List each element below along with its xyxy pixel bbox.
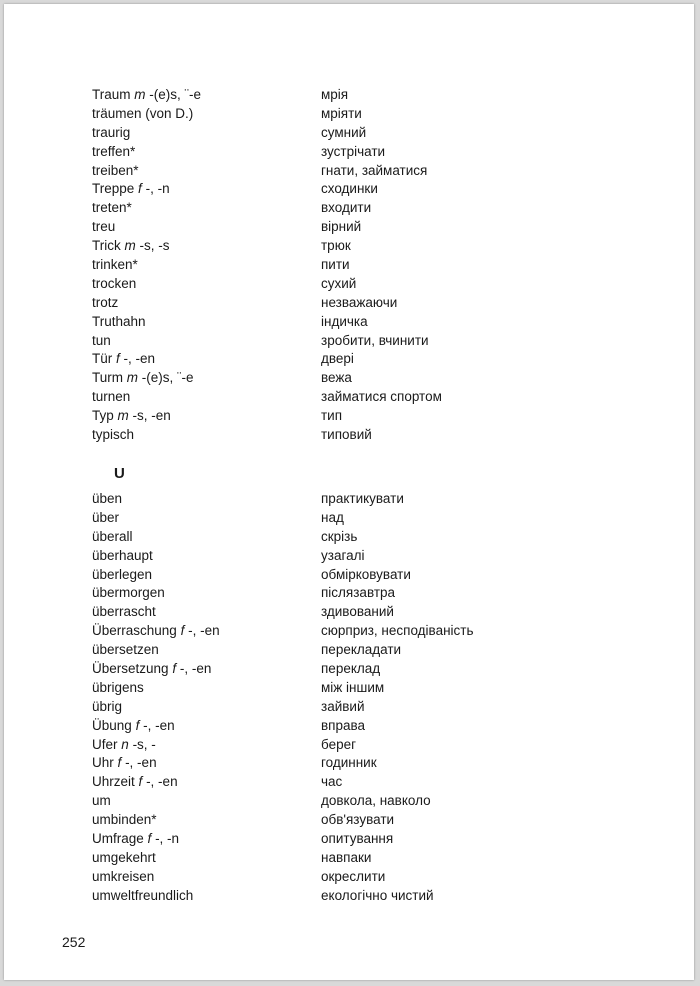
german-word: treiben*: [92, 162, 139, 178]
list-item: [92, 426, 632, 445]
section-t-entries: [92, 86, 632, 445]
list-item: [92, 180, 632, 199]
ukrainian-translation: незважаючи: [321, 294, 398, 310]
dictionary-page: [4, 4, 694, 980]
ukrainian-translation: сюрприз, несподіваність: [321, 623, 474, 639]
list-item: [92, 350, 632, 369]
list-item: [92, 641, 632, 660]
list-item: [92, 792, 632, 811]
german-word: Uhr f -, -en: [92, 755, 157, 771]
german-word: Umfrage f -, -n: [92, 831, 180, 847]
german-word: treten*: [92, 200, 132, 216]
german-word: Typ m -s, -en: [92, 408, 171, 424]
ukrainian-translation: сумний: [321, 124, 367, 140]
german-word: überall: [92, 528, 133, 544]
german-word: Übung f -, -en: [92, 717, 175, 733]
list-item: [92, 584, 632, 603]
list-item: [92, 547, 632, 566]
ukrainian-translation: екологічно чистий: [321, 887, 434, 903]
ukrainian-translation: практикувати: [321, 491, 404, 506]
ukrainian-translation: зустрічати: [321, 143, 386, 159]
ukrainian-translation: узагалі: [321, 547, 365, 563]
german-word: überrascht: [92, 604, 156, 620]
list-item: [92, 622, 632, 641]
german-word: träumen (von D.): [92, 105, 194, 121]
list-item: [92, 509, 632, 528]
ukrainian-translation: мрія: [321, 87, 349, 102]
german-word: trocken: [92, 275, 137, 291]
german-word: Treppe f -, -n: [92, 181, 170, 197]
list-item: [92, 313, 632, 332]
ukrainian-translation: індичка: [321, 313, 368, 329]
list-item: [92, 143, 632, 162]
german-word: trinken*: [92, 257, 138, 273]
german-word: um: [92, 793, 111, 809]
ukrainian-translation: годинник: [321, 755, 377, 771]
list-item: [92, 369, 632, 388]
ukrainian-translation: навпаки: [321, 849, 372, 865]
list-item: [92, 256, 632, 275]
german-word: umgekehrt: [92, 849, 156, 865]
german-word: Ufer n -s, -: [92, 736, 156, 752]
ukrainian-translation: сухий: [321, 275, 357, 291]
list-item: [92, 332, 632, 351]
ukrainian-translation: трюк: [321, 238, 351, 254]
german-word: tun: [92, 332, 111, 348]
ukrainian-translation: обв'язувати: [321, 812, 395, 828]
list-item: [92, 490, 632, 509]
ukrainian-translation: гнати, займатися: [321, 162, 428, 178]
ukrainian-translation: післязавтра: [321, 585, 396, 601]
ukrainian-translation: довкола, навколо: [321, 793, 431, 809]
ukrainian-translation: час: [321, 774, 343, 790]
list-item: [92, 388, 632, 407]
german-word: umweltfreundlich: [92, 887, 194, 903]
ukrainian-translation: пити: [321, 257, 350, 273]
list-item: [92, 105, 632, 124]
german-word: über: [92, 509, 120, 525]
list-item: [92, 528, 632, 547]
list-item: [92, 407, 632, 426]
page-number: 252: [62, 934, 86, 950]
ukrainian-translation: вежа: [321, 370, 352, 386]
german-word: Uhrzeit f -, -en: [92, 774, 178, 790]
german-word: Überraschung f -, -en: [92, 623, 220, 639]
ukrainian-translation: опитування: [321, 831, 394, 847]
ukrainian-translation: вірний: [321, 219, 362, 235]
list-item: [92, 679, 632, 698]
german-word: übersetzen: [92, 642, 159, 658]
ukrainian-translation: займатися спортом: [321, 389, 442, 405]
list-item: [92, 849, 632, 868]
list-item: [92, 275, 632, 294]
german-word: übermorgen: [92, 585, 165, 601]
german-word: überhaupt: [92, 547, 153, 563]
list-item: [92, 124, 632, 143]
ukrainian-translation: перекладати: [321, 642, 402, 658]
german-word: Turm m -(e)s, ¨-e: [92, 370, 194, 386]
list-item: [92, 868, 632, 887]
list-item: [92, 218, 632, 237]
ukrainian-translation: окреслити: [321, 868, 386, 884]
german-word: trotz: [92, 294, 119, 310]
ukrainian-translation: берег: [321, 736, 357, 752]
german-word: umkreisen: [92, 868, 155, 884]
ukrainian-translation: мріяти: [321, 105, 362, 121]
german-word: überlegen: [92, 566, 153, 582]
ukrainian-translation: скрізь: [321, 528, 358, 544]
list-item: [92, 754, 632, 773]
section-u-entries: [92, 490, 632, 906]
list-item: [92, 811, 632, 830]
german-word: umbinden*: [92, 812, 157, 828]
ukrainian-translation: зайвий: [321, 698, 365, 714]
list-item: [92, 566, 632, 585]
ukrainian-translation: між іншим: [321, 679, 385, 695]
ukrainian-translation: зробити, вчинити: [321, 332, 429, 348]
list-item: [92, 736, 632, 755]
section-heading-u: U: [114, 465, 125, 482]
german-word: treu: [92, 219, 116, 235]
ukrainian-translation: входити: [321, 200, 372, 216]
ukrainian-translation: тип: [321, 408, 343, 424]
ukrainian-translation: сходинки: [321, 181, 378, 197]
ukrainian-translation: над: [321, 509, 344, 525]
list-item: [92, 773, 632, 792]
german-word: traurig: [92, 124, 131, 140]
german-word: typisch: [92, 427, 135, 443]
list-item: [92, 199, 632, 218]
list-item: [92, 162, 632, 181]
list-item: [92, 660, 632, 679]
german-word: Übersetzung f -, -en: [92, 661, 212, 677]
german-word: turnen: [92, 389, 131, 405]
german-word: Traum m -(e)s, ¨-e: [92, 87, 202, 102]
list-item: [92, 887, 632, 906]
list-item: [92, 237, 632, 256]
ukrainian-translation: вправа: [321, 717, 366, 733]
german-word: Tür f -, -en: [92, 351, 156, 367]
list-item: [92, 698, 632, 717]
ukrainian-translation: обмірковувати: [321, 566, 411, 582]
list-item: [92, 294, 632, 313]
list-item: [92, 717, 632, 736]
ukrainian-translation: двері: [321, 351, 354, 367]
list-item: [92, 830, 632, 849]
ukrainian-translation: здивований: [321, 604, 394, 620]
german-word: Truthahn: [92, 313, 146, 329]
list-item: [92, 603, 632, 622]
list-item: [92, 86, 632, 105]
german-word: Trick m -s, -s: [92, 238, 170, 254]
ukrainian-translation: типовий: [321, 427, 372, 443]
ukrainian-translation: переклад: [321, 661, 381, 677]
german-word: üben: [92, 491, 123, 506]
german-word: übrig: [92, 698, 123, 714]
german-word: treffen*: [92, 143, 136, 159]
german-word: übrigens: [92, 679, 144, 695]
